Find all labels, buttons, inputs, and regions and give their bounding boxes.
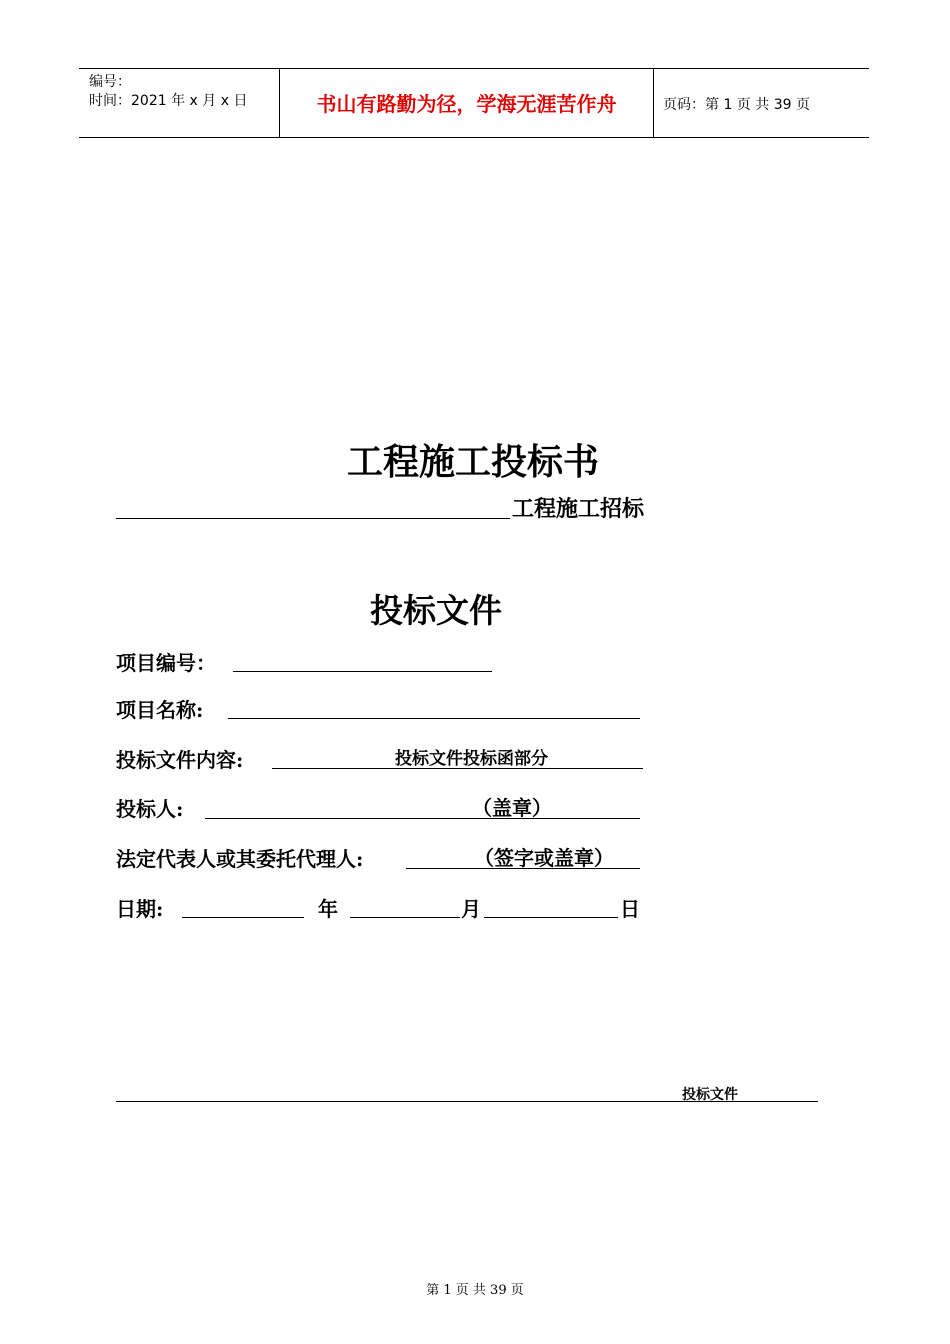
date-day: 日	[620, 897, 640, 921]
header-meta-cell	[79, 69, 279, 137]
footer-label: 投标文件	[682, 1087, 738, 1103]
doc-title: 投标文件	[370, 591, 502, 630]
project-name-blank-line	[116, 518, 510, 519]
header-page-cell	[653, 69, 869, 137]
header-motto-cell	[279, 69, 654, 137]
content-label: 投标文件内容:	[116, 748, 244, 772]
date-label: 日期:	[116, 897, 164, 921]
content-value: 投标文件投标函部分	[395, 749, 548, 769]
bidder-label: 投标人:	[116, 797, 184, 821]
date-day-line	[484, 917, 618, 918]
project-number-label: 项目编号：	[116, 651, 216, 675]
date-month-line	[350, 917, 460, 918]
date-year: 年	[318, 897, 338, 921]
representative-sign: （签字或盖章）	[474, 846, 614, 870]
subtitle: 工程施工招标	[512, 496, 645, 522]
project-name-line	[228, 718, 640, 719]
bidder-seal: （盖章）	[472, 796, 552, 820]
date-month: 月	[461, 897, 481, 921]
bidder-line	[205, 818, 640, 819]
page-header	[79, 68, 869, 138]
main-title: 工程施工投标书	[346, 441, 599, 483]
project-name-label: 项目名称:	[116, 698, 204, 722]
page-info: 页码：第 1 页 共 39 页	[663, 97, 810, 113]
number-label: 编号：	[89, 74, 131, 90]
page-footer: 第 1 页 共 39 页	[426, 1283, 524, 1298]
date-year-line	[182, 917, 304, 918]
project-number-line	[233, 671, 492, 672]
motto-text: 书山有路勤为径，学海无涯苦作舟	[316, 92, 617, 116]
time-label: 时间：2021 年 x 月 x 日	[89, 93, 248, 109]
representative-label: 法定代表人或其委托代理人:	[116, 847, 364, 871]
